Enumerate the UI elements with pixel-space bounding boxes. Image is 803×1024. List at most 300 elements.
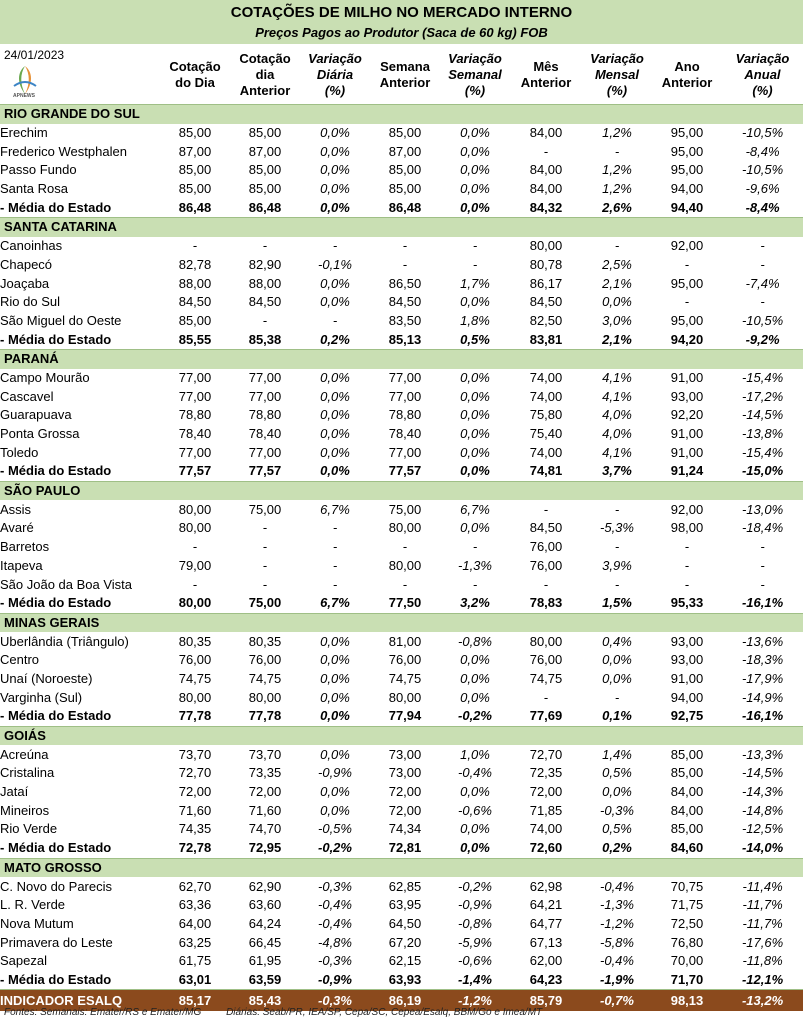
table-row	[0, 161, 803, 180]
table-cell: 64,00	[178, 915, 212, 931]
table-cell: -	[402, 238, 408, 254]
table-cell: 3,7%	[582, 462, 652, 481]
table-cell: 71,60	[248, 802, 282, 818]
table-cell: -13,6%	[741, 633, 784, 649]
table-cell: 72,70	[529, 746, 563, 762]
page-title: COTAÇÕES DE MILHO NO MERCADO INTERNO	[230, 4, 573, 21]
table-cell: -0,1%	[318, 256, 352, 272]
table-cell: -0,4%	[600, 953, 634, 969]
row-label: Passo Fundo	[0, 162, 77, 178]
page-subtitle: Preços Pagos ao Produtor (Saca de 60 kg) FOB	[255, 25, 548, 40]
table-cell: 0,2%	[300, 330, 370, 349]
table-cell: 1,8%	[460, 312, 490, 328]
table-cell: 0,0%	[320, 181, 350, 197]
table-cell: -16,1%	[722, 707, 803, 726]
table-cell: 62,70	[178, 878, 212, 894]
row-label: Jataí	[0, 784, 29, 800]
table-cell: 0,0%	[320, 275, 350, 291]
table-cell: -1,3%	[600, 897, 634, 913]
row-label: São João da Boa Vista	[0, 576, 133, 592]
table-row	[0, 443, 803, 462]
table-cell: 94,00	[670, 689, 704, 705]
table-cell: -	[614, 539, 620, 555]
table-cell: 2,1%	[582, 330, 652, 349]
table-cell: 72,00	[248, 784, 282, 800]
table-cell: 80,00	[388, 520, 422, 536]
table-cell: 0,0%	[320, 652, 350, 668]
table-cell: 1,5%	[582, 594, 652, 613]
table-cell: 82,50	[529, 312, 563, 328]
table-row	[0, 670, 803, 689]
table-cell: -	[402, 256, 408, 272]
table-cell: 86,19	[370, 990, 440, 1012]
row-label: Itapeva	[0, 557, 43, 573]
table-cell: 93,00	[670, 652, 704, 668]
table-cell: 0,4%	[602, 633, 632, 649]
table-cell: -0,8%	[458, 915, 492, 931]
table-cell: -	[472, 256, 478, 272]
table-cell: 0,1%	[582, 707, 652, 726]
table-cell: 1,2%	[602, 125, 632, 141]
state-average-row	[0, 594, 803, 613]
table-cell: -	[472, 576, 478, 592]
table-cell: 77,50	[370, 594, 440, 613]
table-cell: 77,57	[230, 462, 300, 481]
row-label: Cascavel	[0, 388, 54, 404]
table-cell: -7,4%	[745, 275, 780, 291]
state-header-row	[0, 858, 803, 877]
table-cell: 92,00	[670, 501, 704, 517]
table-cell: 74,75	[529, 670, 563, 686]
table-row	[0, 952, 803, 971]
table-cell: 80,00	[529, 633, 563, 649]
table-cell: 87,00	[178, 143, 212, 159]
table-cell: 84,00	[670, 802, 704, 818]
table-row	[0, 538, 803, 557]
table-cell: 85,00	[670, 746, 704, 762]
table-cell: 92,75	[652, 707, 722, 726]
row-label: Avaré	[0, 520, 34, 536]
table-cell: -0,4%	[600, 878, 634, 894]
table-cell: -14,9%	[741, 689, 784, 705]
table-cell: -	[614, 576, 620, 592]
table-cell: 85,00	[388, 181, 422, 197]
table-cell: 0,0%	[300, 707, 370, 726]
table-cell: -0,3%	[318, 878, 352, 894]
table-cell: 4,1%	[602, 444, 632, 460]
table-cell: -	[192, 238, 198, 254]
table-cell: 0,0%	[460, 689, 490, 705]
table-cell: 2,1%	[602, 275, 632, 291]
table-cell: 95,00	[670, 143, 704, 159]
table-cell: 0,0%	[320, 162, 350, 178]
table-cell: 74,70	[248, 821, 282, 837]
table-cell: -9,6%	[745, 181, 780, 197]
table-cell: -13,3%	[741, 746, 784, 762]
table-cell: -11,8%	[742, 953, 783, 969]
column-header: Cotação dia Anterior	[239, 51, 291, 98]
table-cell: 4,0%	[602, 407, 632, 423]
table-cell: 0,5%	[602, 821, 632, 837]
table-cell: -1,4%	[440, 971, 510, 990]
table-cell: -17,9%	[741, 670, 784, 686]
footer-left: Fontes: Semanais: Emater/RS e Emater/MG	[4, 1007, 202, 1018]
table-cell: 85,13	[370, 330, 440, 349]
table-cell: 63,36	[178, 897, 212, 913]
table-cell: 67,20	[388, 934, 422, 950]
table-cell: 4,1%	[602, 369, 632, 385]
table-cell: -0,9%	[300, 971, 370, 990]
table-cell: -0,6%	[458, 802, 492, 818]
quotation-table	[0, 104, 803, 1011]
table-cell: 85,00	[248, 181, 282, 197]
table-cell: 62,90	[248, 878, 282, 894]
table-cell: 0,0%	[602, 784, 632, 800]
table-cell: 73,70	[248, 746, 282, 762]
table-cell: 76,00	[388, 652, 422, 668]
table-cell: -	[684, 539, 690, 555]
row-label: Centro	[0, 652, 40, 668]
table-cell: 0,0%	[602, 294, 632, 310]
table-cell: 94,20	[652, 330, 722, 349]
table-cell: 78,40	[388, 426, 422, 442]
row-label: Canoinhas	[0, 238, 63, 254]
table-cell: -15,4%	[741, 369, 784, 385]
table-row	[0, 764, 803, 783]
table-cell: 0,0%	[320, 802, 350, 818]
table-cell: -12,5%	[741, 821, 784, 837]
table-cell: -0,7%	[582, 990, 652, 1012]
table-cell: -	[760, 294, 765, 310]
table-cell: 3,9%	[602, 557, 632, 573]
row-label: Nova Mutum	[0, 915, 74, 931]
state-header-row	[0, 349, 803, 368]
table-cell: -0,2%	[440, 707, 510, 726]
table-cell: 95,00	[670, 275, 704, 291]
table-row	[0, 312, 803, 331]
state-average-row	[0, 198, 803, 217]
report-date: 24/01/2023	[4, 48, 65, 62]
state-name: SANTA CATARINA	[0, 218, 803, 237]
table-cell: 77,00	[248, 369, 282, 385]
table-cell: 0,0%	[460, 652, 490, 668]
table-cell: 80,00	[248, 689, 282, 705]
table-cell: 78,83	[510, 594, 582, 613]
table-cell: 0,5%	[440, 330, 510, 349]
column-header: Mês Anterior	[520, 59, 572, 90]
table-cell: -	[684, 576, 690, 592]
table-cell: -	[192, 576, 198, 592]
table-cell: 85,00	[178, 162, 212, 178]
table-cell: 78,40	[248, 426, 282, 442]
footer-right: Diárias: Seab/PR, IEA/SP, Cepa/SC, Cepea/Esalq, BBM/Go e Imea/MT	[226, 1007, 543, 1018]
table-cell: 0,0%	[320, 444, 350, 460]
table-cell: 0,0%	[460, 407, 490, 423]
table-cell: -5,9%	[458, 934, 492, 950]
table-cell: 0,0%	[320, 426, 350, 442]
table-cell: 84,00	[529, 125, 563, 141]
table-cell: 77,69	[510, 707, 582, 726]
table-cell: 80,00	[178, 689, 212, 705]
table-cell: 4,1%	[602, 388, 632, 404]
table-row	[0, 293, 803, 312]
table-cell: 70,00	[670, 953, 704, 969]
table-cell: 74,75	[388, 670, 422, 686]
row-label: Rio do Sul	[0, 294, 60, 310]
table-cell: 85,00	[248, 162, 282, 178]
table-cell: 0,5%	[602, 765, 632, 781]
state-header-row	[0, 726, 803, 745]
table-cell: 80,00	[388, 557, 422, 573]
table-cell: -5,3%	[600, 520, 634, 536]
table-cell: 0,0%	[460, 369, 490, 385]
table-cell: -0,3%	[300, 990, 370, 1012]
state-average-row	[0, 707, 803, 726]
table-cell: 84,50	[248, 294, 282, 310]
table-row	[0, 519, 803, 538]
table-cell: -	[262, 238, 268, 254]
row-label: Uberlândia (Triângulo)	[0, 633, 129, 649]
table-cell: 76,00	[178, 652, 212, 668]
table-cell: 4,0%	[602, 426, 632, 442]
table-cell: 79,00	[178, 557, 212, 573]
table-cell: 2,6%	[582, 198, 652, 217]
table-cell: -1,9%	[582, 971, 652, 990]
table-cell: 74,00	[529, 821, 563, 837]
table-cell: 61,75	[178, 953, 212, 969]
table-cell: 95,33	[652, 594, 722, 613]
table-cell: 95,00	[670, 312, 704, 328]
table-cell: 78,80	[388, 407, 422, 423]
table-cell: 1,2%	[602, 162, 632, 178]
table-cell: 0,0%	[320, 407, 350, 423]
state-average-row	[0, 462, 803, 481]
table-row	[0, 801, 803, 820]
table-cell: 98,00	[670, 520, 704, 536]
column-header: Variação Semanal (%)	[448, 51, 502, 98]
table-cell: 0,0%	[320, 633, 350, 649]
table-cell: 77,00	[178, 388, 212, 404]
table-cell: 78,40	[178, 426, 212, 442]
table-cell: 74,34	[388, 821, 422, 837]
table-row	[0, 274, 803, 293]
table-cell: 75,00	[248, 501, 282, 517]
table-cell: 91,00	[670, 444, 704, 460]
table-cell: -0,3%	[600, 802, 634, 818]
table-cell: 0,0%	[300, 198, 370, 217]
table-row	[0, 237, 803, 256]
row-label: - Média do Estado	[0, 462, 160, 481]
table-cell: 75,00	[388, 501, 422, 517]
row-label: Chapecó	[0, 256, 53, 272]
state-average-row	[0, 330, 803, 349]
table-cell: 64,77	[529, 915, 563, 931]
table-cell: 76,00	[529, 539, 563, 555]
table-cell: 0,0%	[440, 839, 510, 858]
table-cell: 81,00	[388, 633, 422, 649]
table-cell: -0,5%	[318, 821, 352, 837]
table-cell: 86,48	[160, 198, 230, 217]
row-label: Campo Mourão	[0, 369, 90, 385]
table-cell: -0,3%	[318, 953, 352, 969]
table-cell: 0,0%	[320, 294, 350, 310]
table-cell: 70,75	[670, 878, 704, 894]
table-cell: 0,0%	[460, 426, 490, 442]
table-cell: 63,93	[370, 971, 440, 990]
table-cell: 80,78	[529, 256, 563, 272]
table-cell: -0,4%	[458, 765, 492, 781]
table-cell: -	[332, 238, 338, 254]
row-label: Mineiros	[0, 802, 50, 818]
row-label: - Média do Estado	[0, 198, 160, 217]
row-label: Primavera do Leste	[0, 934, 113, 950]
table-cell: -14,8%	[741, 802, 784, 818]
table-cell: 84,50	[529, 294, 563, 310]
table-cell: -	[760, 256, 765, 272]
table-cell: 74,00	[529, 444, 563, 460]
table-cell: 92,20	[670, 407, 704, 423]
table-cell: 67,13	[529, 934, 563, 950]
table-cell: 72,00	[178, 784, 212, 800]
row-label: Santa Rosa	[0, 181, 68, 197]
row-label: INDICADOR ESALQ	[0, 990, 160, 1012]
table-cell: -14,5%	[741, 765, 784, 781]
table-row	[0, 575, 803, 594]
table-cell: 66,45	[248, 934, 282, 950]
table-cell: -11,4%	[742, 878, 783, 894]
table-cell: -0,4%	[318, 915, 352, 931]
table-row	[0, 745, 803, 764]
table-cell: -10,5%	[741, 162, 784, 178]
table-cell: 85,43	[230, 990, 300, 1012]
table-cell: -13,2%	[722, 990, 803, 1012]
table-cell: 80,00	[529, 238, 563, 254]
table-row	[0, 933, 803, 952]
table-cell: 92,00	[670, 238, 704, 254]
table-cell: -9,2%	[722, 330, 803, 349]
table-cell: 3,0%	[602, 312, 632, 328]
table-cell: -	[543, 689, 549, 705]
table-cell: -	[402, 576, 408, 592]
table-cell: 72,70	[178, 765, 212, 781]
table-row	[0, 896, 803, 915]
table-cell: 93,00	[670, 633, 704, 649]
table-cell: 64,21	[529, 897, 563, 913]
table-cell: 0,0%	[460, 162, 490, 178]
table-cell: 71,75	[670, 897, 704, 913]
table-cell: 77,00	[178, 369, 212, 385]
table-cell: 72,78	[160, 839, 230, 858]
row-label: Ponta Grossa	[0, 426, 80, 442]
table-cell: -11,7%	[742, 897, 783, 913]
table-cell: 95,00	[670, 125, 704, 141]
table-cell: 84,00	[529, 181, 563, 197]
state-average-row	[0, 839, 803, 858]
table-cell: -5,8%	[600, 934, 634, 950]
table-cell: 0,0%	[460, 520, 490, 536]
table-cell: 87,00	[248, 143, 282, 159]
row-label: Frederico Westphalen	[0, 143, 127, 159]
table-cell: 63,95	[388, 897, 422, 913]
table-cell: 94,40	[652, 198, 722, 217]
table-cell: 78,80	[178, 407, 212, 423]
table-row	[0, 915, 803, 934]
row-label: - Média do Estado	[0, 971, 160, 990]
table-cell: 0,0%	[460, 125, 490, 141]
table-cell: -0,2%	[458, 878, 492, 894]
table-row	[0, 688, 803, 707]
row-label: C. Novo do Parecis	[0, 878, 112, 894]
table-cell: 0,0%	[300, 462, 370, 481]
table-cell: -	[543, 501, 549, 517]
table-cell: 0,0%	[460, 181, 490, 197]
table-cell: -	[332, 520, 338, 536]
table-cell: -	[614, 501, 620, 517]
table-cell: 98,13	[652, 990, 722, 1012]
table-cell: -	[614, 143, 620, 159]
table-cell: 75,80	[529, 407, 563, 423]
table-cell: 91,00	[670, 426, 704, 442]
table-row	[0, 425, 803, 444]
state-name: MINAS GERAIS	[0, 613, 803, 632]
table-cell: 75,40	[529, 426, 563, 442]
table-cell: 61,95	[248, 953, 282, 969]
table-cell: -	[192, 539, 198, 555]
table-cell: 91,00	[670, 670, 704, 686]
table-cell: 85,00	[178, 312, 212, 328]
table-cell: 86,50	[388, 275, 422, 291]
table-cell: 1,2%	[602, 181, 632, 197]
table-cell: -0,6%	[458, 953, 492, 969]
table-cell: 63,60	[248, 897, 282, 913]
table-cell: 91,24	[652, 462, 722, 481]
table-row	[0, 820, 803, 839]
table-cell: 0,0%	[460, 784, 490, 800]
table-cell: 0,0%	[320, 689, 350, 705]
table-cell: 84,32	[510, 198, 582, 217]
table-cell: -	[262, 312, 268, 328]
table-cell: 71,60	[178, 802, 212, 818]
table-cell: 85,00	[178, 125, 212, 141]
table-row	[0, 369, 803, 388]
table-cell: 0,0%	[440, 462, 510, 481]
table-cell: 83,81	[510, 330, 582, 349]
table-cell: -	[760, 238, 765, 254]
table-cell: -17,2%	[741, 388, 784, 404]
table-cell: 0,0%	[440, 198, 510, 217]
table-cell: 84,60	[652, 839, 722, 858]
table-cell: -17,6%	[741, 934, 784, 950]
table-row	[0, 180, 803, 199]
table-row	[0, 651, 803, 670]
table-cell: 62,98	[529, 878, 563, 894]
table-cell: 84,50	[388, 294, 422, 310]
table-cell: -	[472, 539, 478, 555]
table-cell: 91,00	[670, 369, 704, 385]
table-cell: 84,00	[529, 162, 563, 178]
table-cell: -	[262, 576, 268, 592]
table-cell: 6,7%	[320, 501, 350, 517]
state-name: SÃO PAULO	[0, 481, 803, 500]
table-cell: 0,0%	[320, 388, 350, 404]
table-cell: 72,50	[670, 915, 704, 931]
table-cell: 0,0%	[320, 143, 350, 159]
table-cell: 86,48	[230, 198, 300, 217]
table-cell: 72,60	[510, 839, 582, 858]
table-cell: 93,00	[670, 388, 704, 404]
row-label: Acreúna	[0, 746, 49, 762]
table-cell: 88,00	[248, 275, 282, 291]
